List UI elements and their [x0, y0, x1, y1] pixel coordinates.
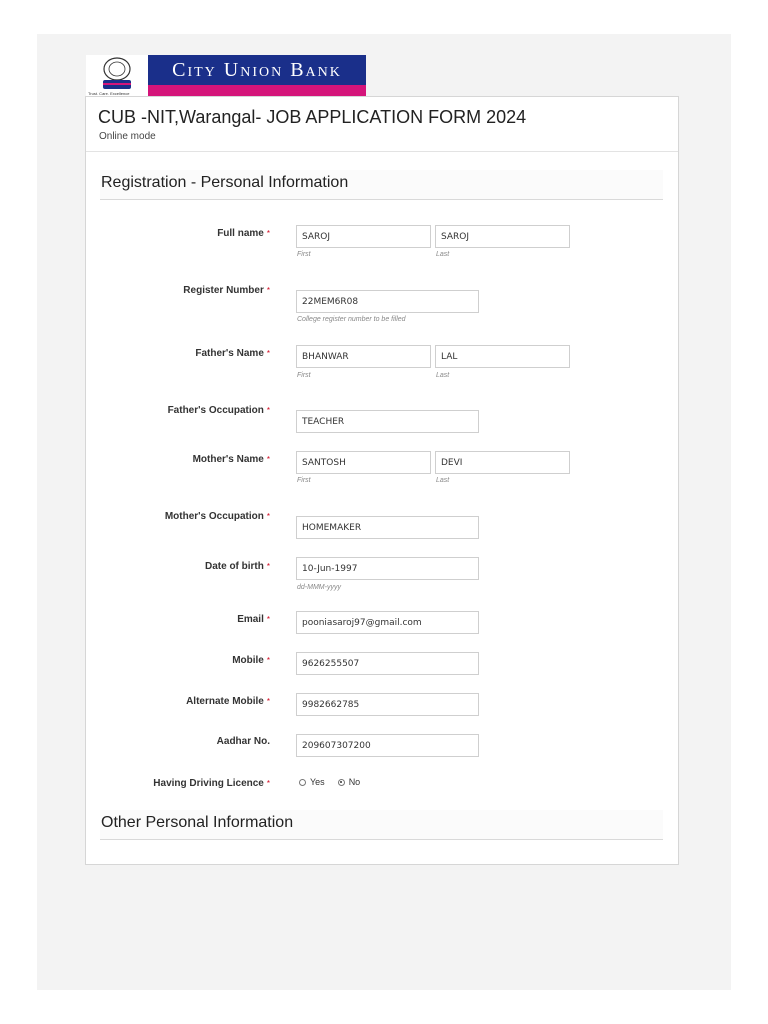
required-marker: * [266, 656, 270, 665]
required-marker: * [266, 562, 270, 571]
section-personal-information: Registration - Personal Information [100, 170, 663, 200]
required-marker: * [266, 615, 270, 624]
section-other-personal-information: Other Personal Information [100, 810, 663, 840]
radio-no[interactable] [338, 779, 345, 786]
mother-name-last-input[interactable] [435, 451, 570, 474]
label-driving-licence: Having Driving Licence * [153, 778, 270, 789]
logo-tagline: Trust. Care. Excellence [88, 91, 130, 96]
alternate-mobile-input[interactable] [296, 693, 479, 716]
required-marker: * [266, 512, 270, 521]
label-mother-occupation: Mother's Occupation * [164, 511, 270, 522]
full-name-first-input[interactable] [296, 225, 431, 248]
mother-occupation-input[interactable] [296, 516, 479, 539]
required-marker: * [266, 697, 270, 706]
hint-last: Last [436, 251, 450, 258]
required-marker: * [266, 779, 270, 788]
bank-name: City Union Bank [148, 55, 366, 85]
label-register-number: Register Number * [183, 285, 270, 296]
father-name-last-input[interactable] [435, 345, 570, 368]
title-divider [86, 151, 678, 152]
cub-emblem-icon [86, 55, 148, 97]
label-alternate-mobile: Alternate Mobile * [186, 696, 270, 707]
mother-name-first-input[interactable] [296, 451, 431, 474]
hint-last: Last [436, 477, 450, 484]
hint-first: First [297, 477, 311, 484]
label-date-of-birth: Date of birth * [204, 561, 270, 572]
hint-register-number: College register number to be filled [297, 316, 406, 323]
label-father-occupation: Father's Occupation * [167, 405, 270, 416]
radio-no-label[interactable]: No [348, 777, 361, 787]
email-input[interactable] [296, 611, 479, 634]
label-email: Email * [237, 614, 270, 625]
required-marker: * [266, 229, 270, 238]
hint-last: Last [436, 372, 450, 379]
aadhar-input[interactable] [296, 734, 479, 757]
date-of-birth-input[interactable] [296, 557, 479, 580]
bank-logo [86, 55, 366, 97]
radio-yes[interactable] [299, 779, 306, 786]
hint-date-format: dd-MMM-yyyy [297, 584, 341, 591]
register-number-input[interactable] [296, 290, 479, 313]
radio-yes-label[interactable]: Yes [310, 777, 325, 787]
mobile-input[interactable] [296, 652, 479, 675]
hint-first: First [297, 251, 311, 258]
father-name-first-input[interactable] [296, 345, 431, 368]
hint-first: First [297, 372, 311, 379]
full-name-last-input[interactable] [435, 225, 570, 248]
required-marker: * [266, 455, 270, 464]
label-full-name: Full name * [217, 228, 270, 239]
label-father-name: Father's Name * [195, 348, 270, 359]
father-occupation-input[interactable] [296, 410, 479, 433]
label-mother-name: Mother's Name * [192, 454, 270, 465]
required-marker: * [266, 406, 270, 415]
label-mobile: Mobile * [232, 655, 270, 666]
form-title: CUB -NIT,Warangal- JOB APPLICATION FORM 2024 [98, 107, 527, 127]
form-subtitle: Online mode [99, 131, 156, 142]
required-marker: * [266, 286, 270, 295]
label-aadhar: Aadhar No. [216, 736, 270, 747]
driving-licence-radio-group [299, 776, 373, 788]
required-marker: * [266, 349, 270, 358]
